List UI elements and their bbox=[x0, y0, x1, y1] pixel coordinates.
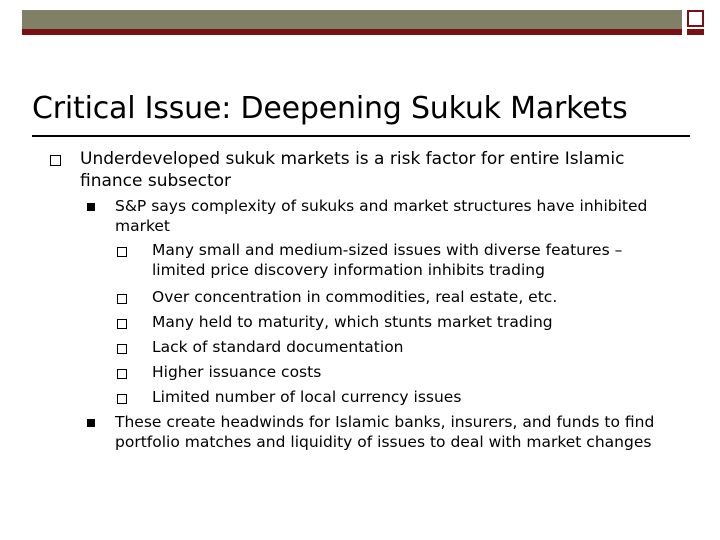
filled-square-bullet-icon bbox=[87, 419, 95, 427]
filled-square-bullet-icon bbox=[87, 203, 95, 211]
hollow-square-bullet-icon bbox=[117, 294, 127, 304]
sub-point-text: S&P says complexity of sukuks and market structures have inhibited market bbox=[115, 197, 648, 235]
corner-accent-bar bbox=[687, 29, 704, 35]
hollow-square-bullet-icon bbox=[117, 394, 127, 404]
hollow-square-bullet-icon bbox=[117, 319, 127, 329]
hollow-square-bullet-icon bbox=[117, 369, 127, 379]
corner-square-icon bbox=[687, 10, 704, 27]
detail-text: Higher issuance costs bbox=[152, 363, 322, 381]
detail-text: Many small and medium-sized issues with diverse features – limited price discovery information inhibits trading bbox=[152, 241, 623, 279]
title-divider bbox=[32, 135, 690, 137]
hollow-square-bullet-icon bbox=[50, 155, 61, 166]
slide-title: Critical Issue: Deepening Sukuk Markets bbox=[32, 91, 628, 126]
hollow-square-bullet-icon bbox=[117, 344, 127, 354]
sub-point-text: These create headwinds for Islamic banks, insurers, and funds to find portfolio matches and liquidity of issues to deal with market changes bbox=[115, 413, 655, 451]
main-point-text: Underdeveloped sukuk markets is a risk factor for entire Islamic finance subsector bbox=[80, 149, 625, 191]
hollow-square-bullet-icon bbox=[117, 247, 127, 257]
header-band-accent-line bbox=[22, 29, 682, 35]
detail-text: Over concentration in commodities, real estate, etc. bbox=[152, 288, 558, 306]
detail-text: Lack of standard documentation bbox=[152, 338, 404, 356]
detail-text: Limited number of local currency issues bbox=[152, 388, 462, 406]
detail-text: Many held to maturity, which stunts market trading bbox=[152, 313, 553, 331]
